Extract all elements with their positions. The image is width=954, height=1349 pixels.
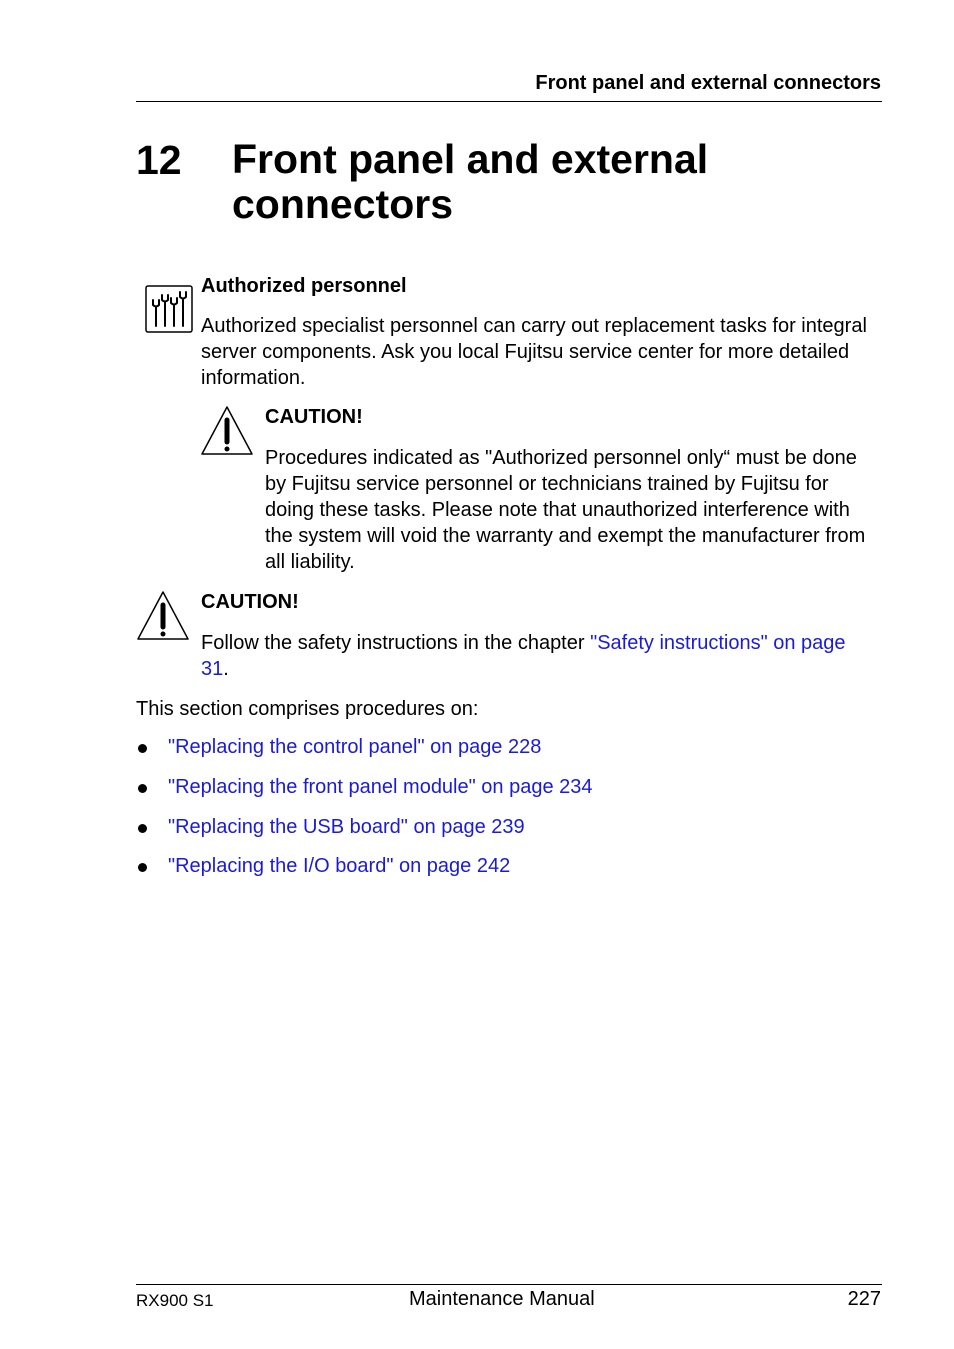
- safety-instructions-link[interactable]: "Safety instructions" on page 31: [201, 632, 846, 680]
- header-rule: [136, 101, 882, 102]
- chapter-number: 12: [136, 137, 182, 183]
- procedure-link[interactable]: "Replacing the front panel module" on page 234: [168, 776, 593, 798]
- caution-2-text-after: .: [223, 658, 229, 680]
- bullet: [138, 784, 147, 793]
- footer-product: RX900 S1: [136, 1291, 214, 1310]
- caution-2-text-before: Follow the safety instructions in the chapter: [201, 632, 591, 654]
- procedure-link[interactable]: "Replacing the I/O board" on page 242: [168, 855, 511, 877]
- warning-icon: [199, 404, 255, 458]
- bullet: [138, 744, 147, 753]
- bullet: [138, 863, 147, 872]
- authorized-text: Authorized specialist personnel can carry out replacement tasks for integral server components. Ask you local Fujitsu service center for more detailed information.: [201, 315, 867, 389]
- chapter-title: Front panel and external connectors: [232, 136, 709, 227]
- procedure-link[interactable]: "Replacing the control panel" on page 228: [168, 736, 542, 758]
- caution-2-text: [201, 630, 861, 682]
- caution-1-heading: CAUTION!: [265, 406, 363, 428]
- bullet: [138, 824, 147, 833]
- footer-rule: [136, 1284, 882, 1285]
- authorized-heading: Authorized personnel: [201, 275, 407, 297]
- intro-text: This section comprises procedures on:: [136, 698, 479, 720]
- tools-icon: [145, 285, 193, 333]
- procedure-link[interactable]: "Replacing the USB board" on page 239: [168, 816, 525, 838]
- page-number: 227: [847, 1288, 881, 1310]
- caution-2-heading: CAUTION!: [201, 591, 299, 613]
- footer-manual-title: Maintenance Manual: [409, 1288, 595, 1310]
- caution-1-text: Procedures indicated as "Authorized personnel only“ must be done by Fujitsu service personnel or technicians trained by Fujitsu for doing these tasks. Please note that unauthorized interference with the system will void the warranty and exempt the manufacturer from all liability.: [265, 447, 866, 573]
- running-header: Front panel and external connectors: [535, 72, 881, 94]
- warning-icon: [135, 589, 191, 643]
